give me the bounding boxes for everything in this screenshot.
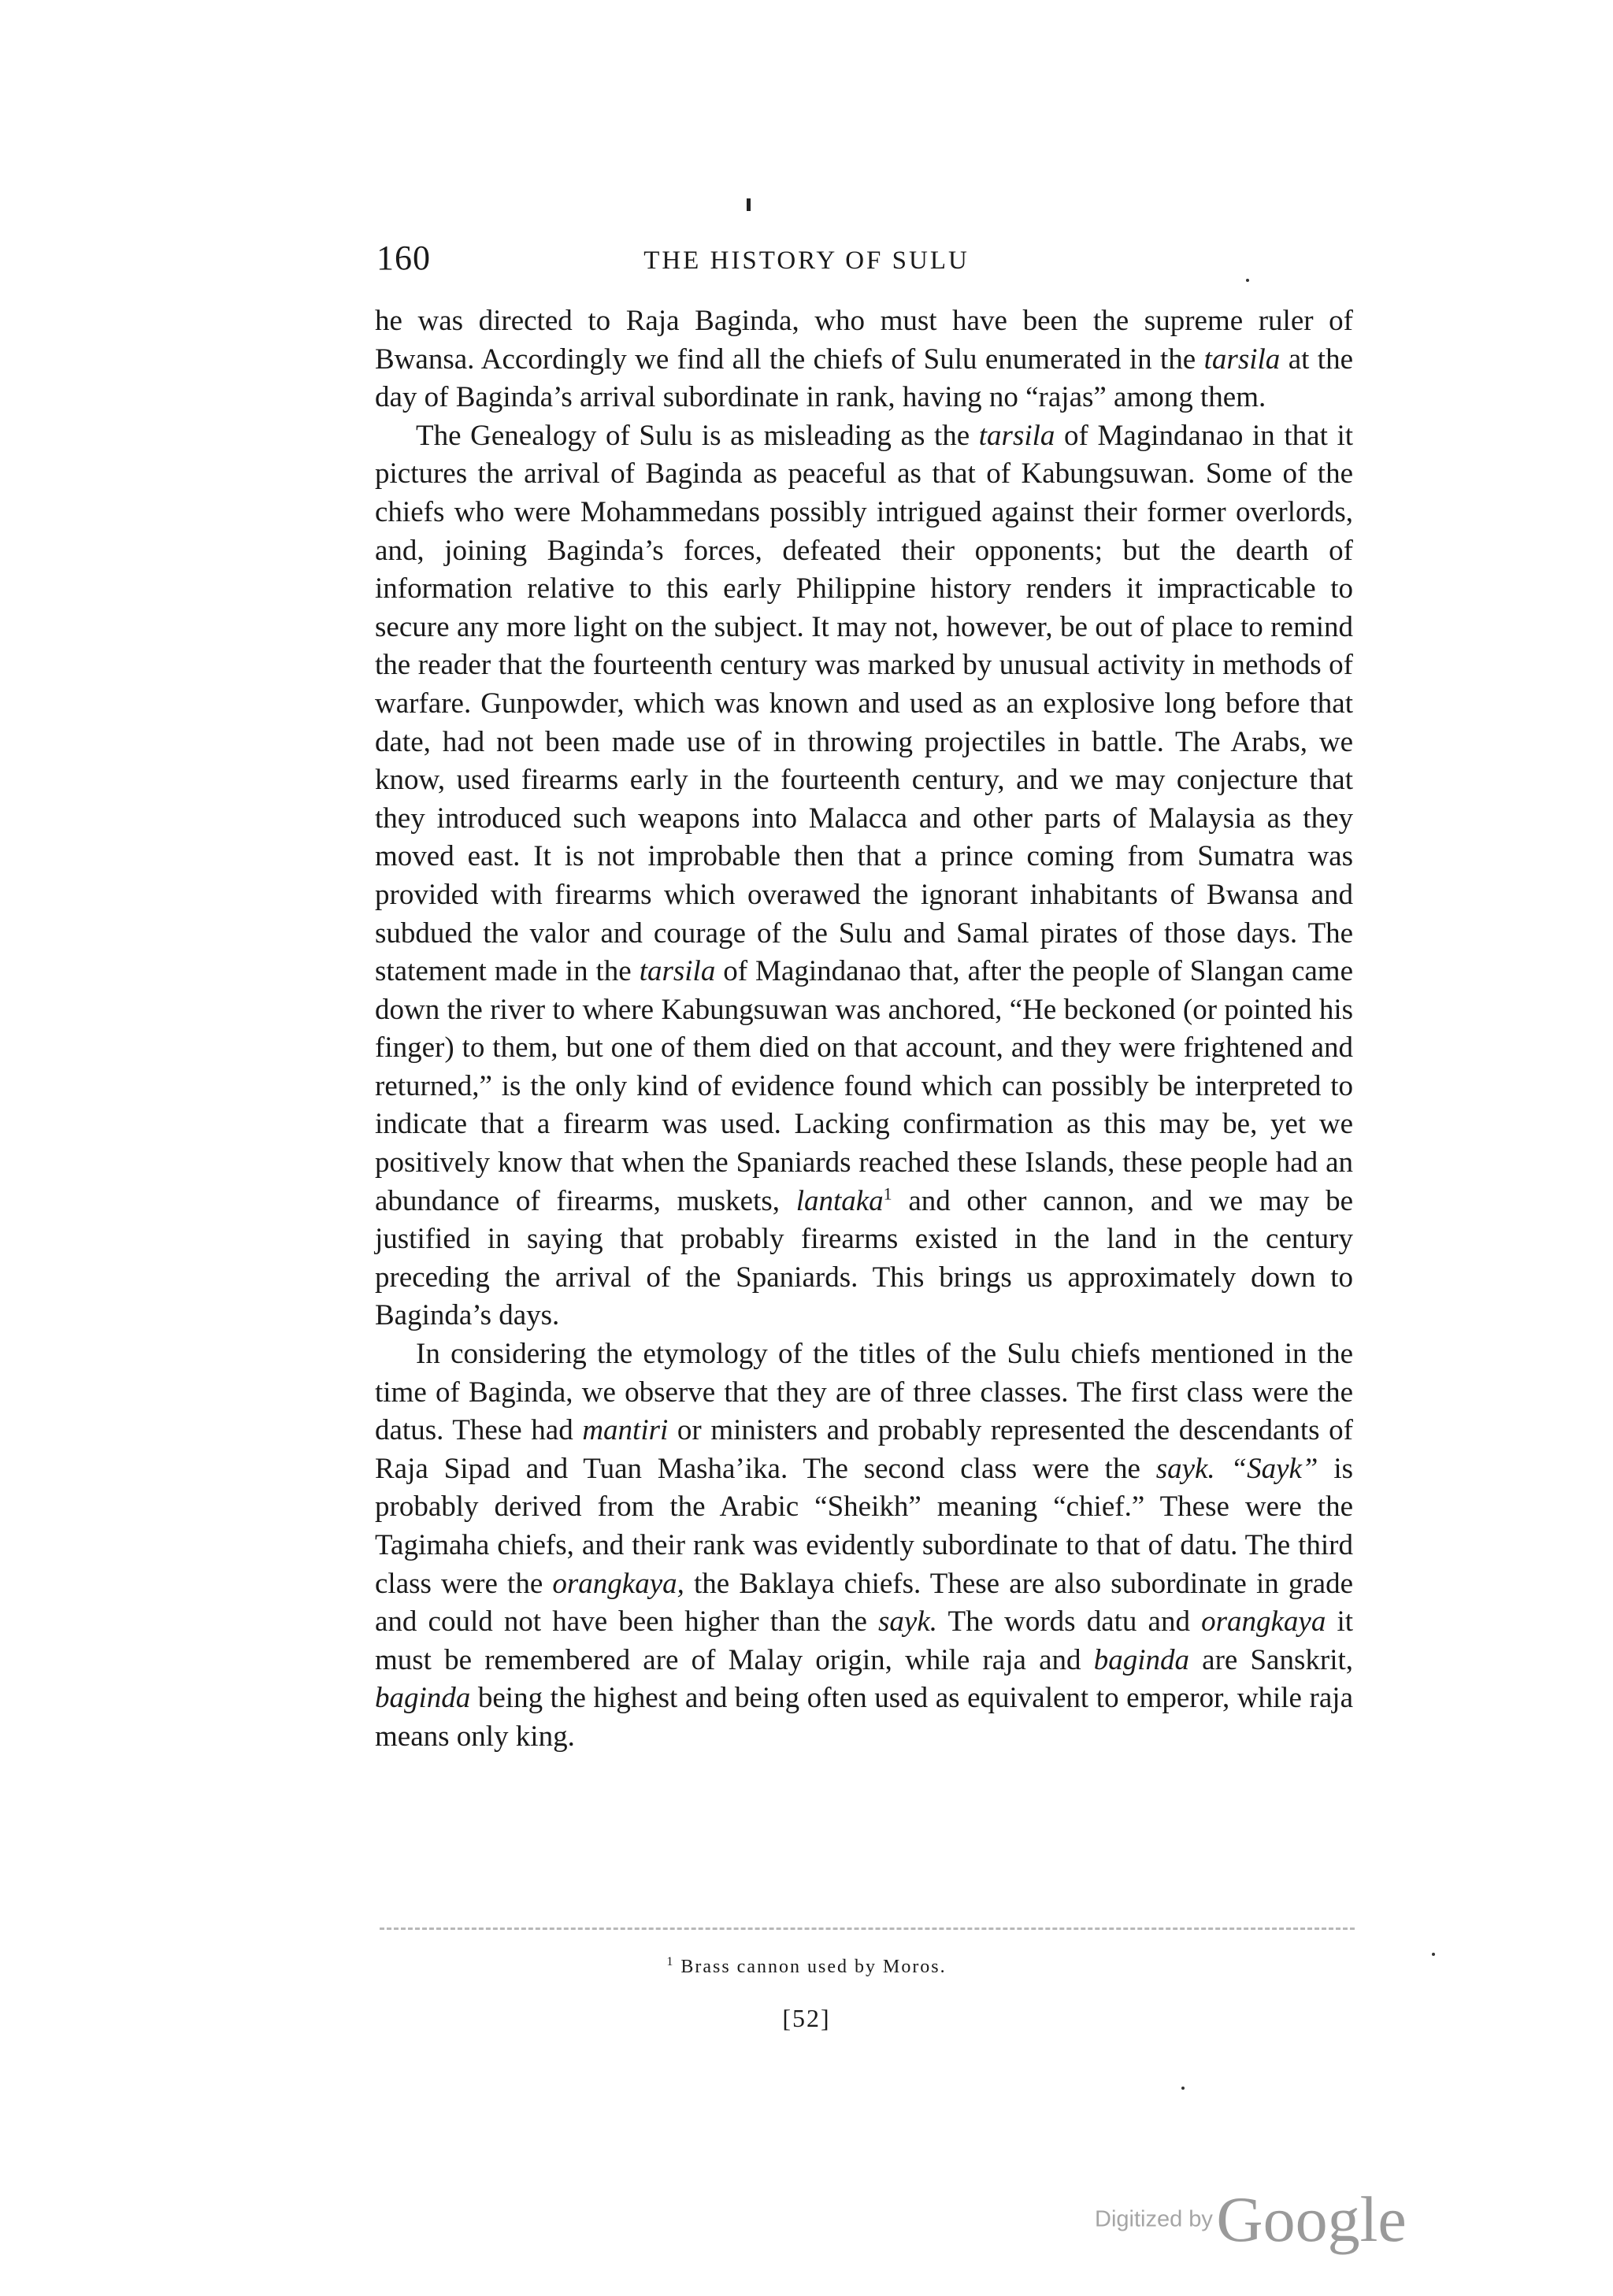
paragraph-2: The Genealogy of Sulu is as misleading as the tarsila of Magindanao in that it pictures the arrival of Baginda as peaceful as that of Kabungsuwan. Some of the chiefs who were Mohammedans possibly intrigued against their former overlords, and, joining Baginda’s forces, defeated their opponents; but the dearth of information relative to this early Philippine history renders it impracticable to secure any more light on the subject. It may not, however, be out of place to remind the reader that the fourteenth century was marked by unusual activity in methods of warfare. Gunpowder, which was known and used as an explosive long before that date, had not been made use of in throwing projectiles in battle. The Arabs, we know, used firearms early in the fourteenth century, and we may conjecture that they introduced such weapons into Malacca and other parts of Malaysia as they moved east. It is not improbable then that a prince coming from Sumatra was provided with firearms which overawed the ignorant inhabitants of Bwansa and subdued the valor and courage of the Sulu and Samal pirates of those days. The statement made in the tarsila of Magindanao that, after the people of Slangan came down the river to where Kabungsuwan was anchored, “He beckoned (or pointed his finger) to them, but one of them died on that account, and they were frightened and returned,” is the only kind of evidence found which can possibly be interpreted to indicate that a firearm was used. Lacking confirmation as this may be, yet we positively know that when the Spaniards reached these Islands, these people had an abundance of firearms, muskets, lantaka$^1$ and other cannon, and we may be justified in saying that probably firearms existed in the land in the century preceding the arrival of the Spaniards. This brings us approximately down to Baginda’s days.: [375, 419, 1354, 1332]
paragraph-1: he was directed to Raja Baginda, who must have been the supreme ruler of Bwansa. Accordingly we find all the chiefs of Sulu enumerated in the tarsila at the day of Baginda’s arrival subordinate in rank, having no “rajas” among them.: [375, 305, 1353, 414]
footnote-text: Brass cannon used by Moros.: [680, 1957, 947, 1977]
stray-mark: [747, 198, 751, 211]
footnote-marker: 1: [666, 1955, 675, 1968]
signature-mark: [52]: [782, 2004, 831, 2032]
digitized-watermark: [1095, 2183, 1407, 2257]
footnote: [0, 1955, 1613, 1978]
paragraph-3: In considering the etymology of the titles of the Sulu chiefs mentioned in the time of Baginda, we observe that they are of three classes. The first class were the datus. These had mantiri or ministers and probably represented the descendants of Raja Sipad and Tuan Masha’ika. The second class were the sayk. “Sayk” is probably derived from the Arabic “Sheikh” meaning “chief.” These were the Tagimaha chiefs, and their rank was evidently subordinate to that of datu. The third class were the orangkaya, the Baklaya chiefs. These are also subordinate in grade and could not have been higher than the sayk. The words datu and orangkaya it must be remembered are of Malay origin, while raja and baginda are Sanskrit, baginda being the highest and being often used as equivalent to emperor, while raja means only king.: [375, 1338, 1354, 1753]
body-text: [375, 302, 1353, 1757]
google-logo: Google: [1216, 2183, 1407, 2255]
watermark-prefix: Digitized by: [1095, 2206, 1213, 2232]
scan-speck: [1246, 279, 1249, 282]
page-number: 160: [376, 239, 431, 277]
footnote-reference: 1: [883, 1183, 892, 1204]
running-head: THE HISTORY OF SULU: [643, 246, 970, 275]
footnote-rule: [380, 1928, 1355, 1930]
scan-speck: [1181, 2087, 1185, 2090]
